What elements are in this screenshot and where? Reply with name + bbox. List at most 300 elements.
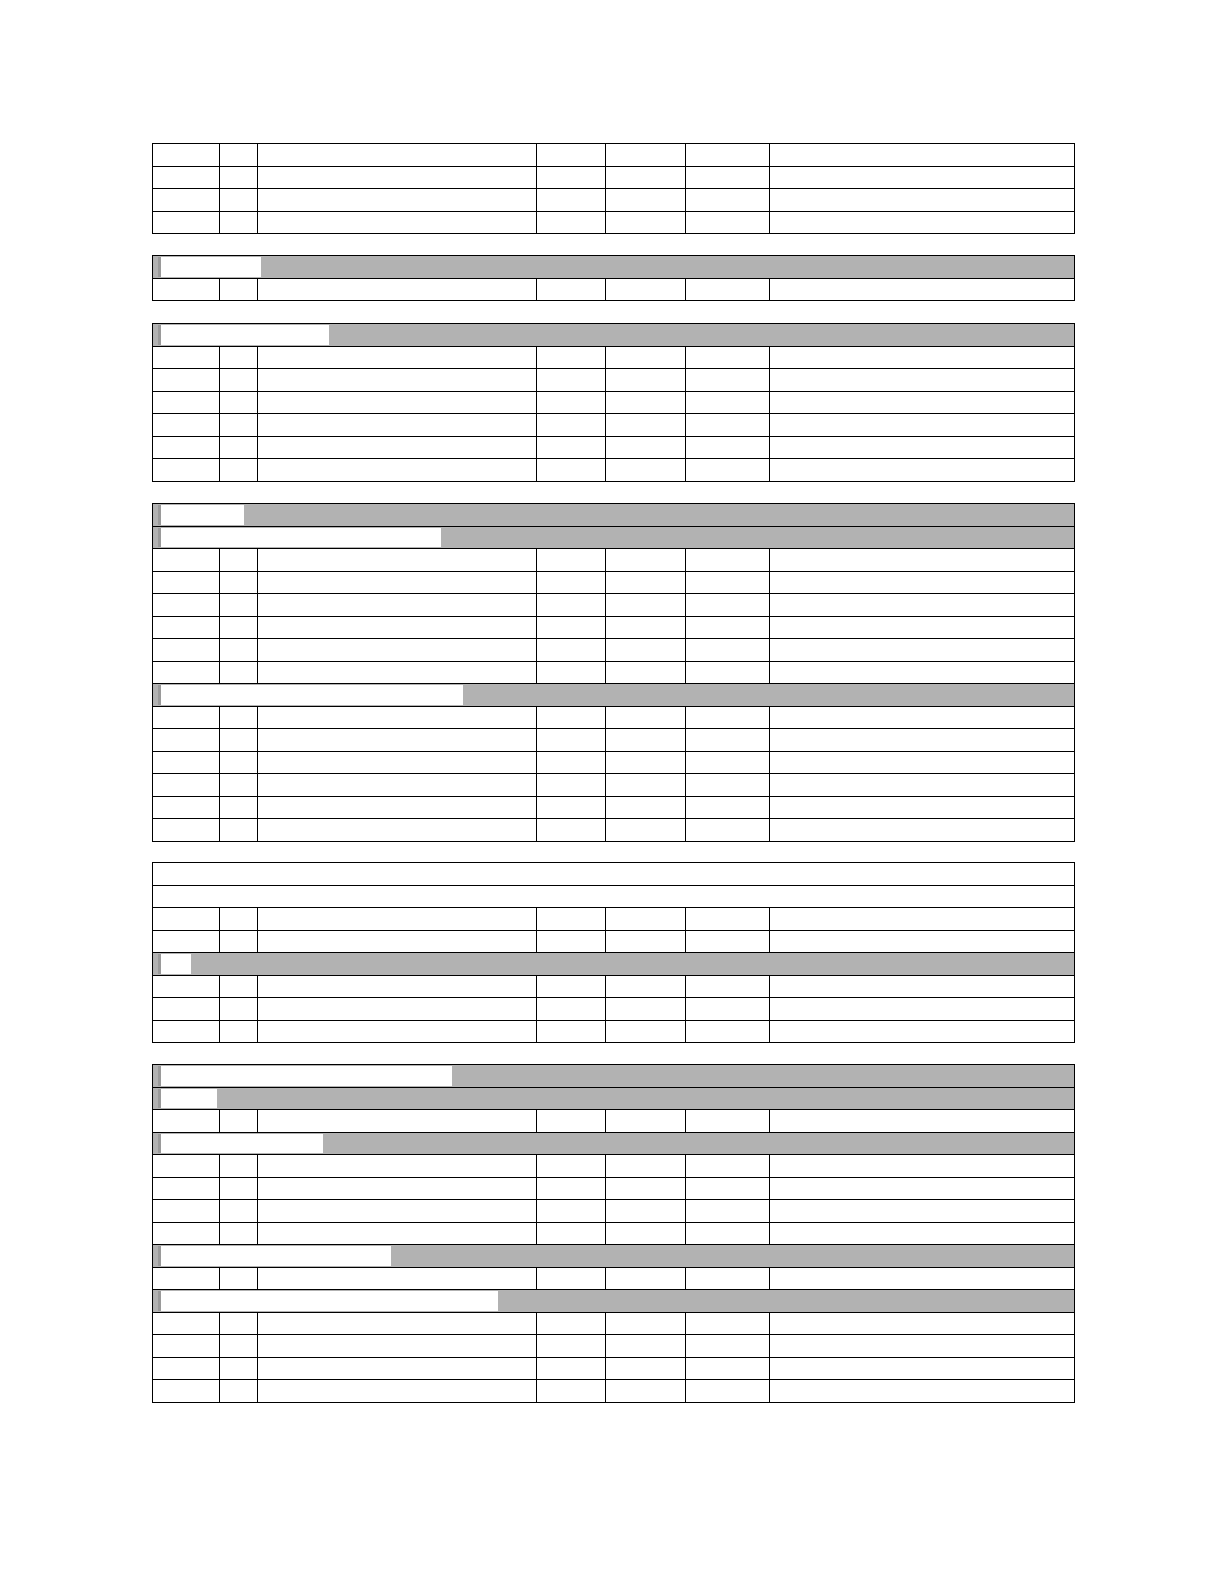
table-cell (686, 930, 770, 953)
section-header-label (158, 1246, 391, 1266)
table-cell (153, 1200, 220, 1223)
table-cell (537, 391, 606, 414)
table-cell (220, 369, 258, 392)
table-cell (220, 639, 258, 662)
section-header-label (158, 1291, 498, 1311)
table-cell (537, 1020, 606, 1043)
table-cell (606, 1155, 686, 1178)
table-row (153, 594, 1075, 617)
table-cell (770, 144, 1075, 167)
table-row (153, 639, 1075, 662)
table-cell (537, 1357, 606, 1380)
table-cell (537, 436, 606, 459)
table-cell (258, 571, 537, 594)
table-cell (220, 594, 258, 617)
table-cell (153, 278, 220, 301)
table-cell (770, 1110, 1075, 1133)
section-header-label (158, 954, 191, 974)
table-cell (537, 189, 606, 212)
table-row (153, 571, 1075, 594)
table-cell (686, 571, 770, 594)
table-cell (686, 278, 770, 301)
table-cell (686, 549, 770, 572)
table-cell (220, 706, 258, 729)
table-row (153, 1222, 1075, 1245)
table-row (153, 1312, 1075, 1335)
table-cell (258, 661, 537, 684)
table-row (153, 346, 1075, 369)
table-cell (153, 436, 220, 459)
table-cell (258, 616, 537, 639)
section-header-band (153, 256, 1075, 279)
table-row (153, 459, 1075, 482)
table-cell (606, 796, 686, 819)
table-cell (606, 571, 686, 594)
table-cell (606, 819, 686, 842)
table-cell (258, 369, 537, 392)
table-cell (606, 930, 686, 953)
table-cell (770, 1312, 1075, 1335)
table-cell (258, 975, 537, 998)
table-cell (153, 571, 220, 594)
section-header-label (158, 1066, 452, 1086)
table-cell (258, 819, 537, 842)
table-cell (153, 1357, 220, 1380)
table-cell (220, 166, 258, 189)
table-cell (220, 774, 258, 797)
table-row (153, 796, 1075, 819)
table-cell (770, 436, 1075, 459)
table-cell (153, 1155, 220, 1178)
table-cell (606, 751, 686, 774)
table-cell (770, 706, 1075, 729)
table-cell (153, 391, 220, 414)
table-cell (220, 144, 258, 167)
table-cell (220, 908, 258, 931)
blank-cell (153, 885, 1075, 908)
table-cell (770, 571, 1075, 594)
table-row (153, 751, 1075, 774)
table-cell (153, 930, 220, 953)
table-cell (153, 1020, 220, 1043)
section-header-band (153, 324, 1075, 347)
table-cell (537, 1380, 606, 1403)
table-cell (686, 1020, 770, 1043)
table-cell (770, 594, 1075, 617)
table-cell (537, 166, 606, 189)
table-row (153, 278, 1075, 301)
blank-row (153, 885, 1075, 908)
section-header-row (153, 324, 1075, 347)
table-cell (537, 211, 606, 234)
table-row (153, 1200, 1075, 1223)
form-table-5 (152, 862, 1075, 1043)
table-row (153, 729, 1075, 752)
table-cell (686, 391, 770, 414)
table-cell (770, 459, 1075, 482)
table-cell (770, 1222, 1075, 1245)
table-cell (686, 1110, 770, 1133)
table-cell (770, 1177, 1075, 1200)
table-cell (537, 594, 606, 617)
table-cell (686, 189, 770, 212)
table-cell (606, 1222, 686, 1245)
table-cell (153, 1222, 220, 1245)
table-cell (537, 414, 606, 437)
table-row (153, 166, 1075, 189)
table-cell (770, 1267, 1075, 1290)
form-table-3 (152, 323, 1075, 482)
table-cell (220, 459, 258, 482)
table-cell (537, 706, 606, 729)
table-row (153, 1335, 1075, 1358)
table-row (153, 1357, 1075, 1380)
table-cell (606, 774, 686, 797)
table-cell (258, 594, 537, 617)
table-row (153, 369, 1075, 392)
table-cell (220, 729, 258, 752)
table-cell (606, 436, 686, 459)
table-cell (220, 414, 258, 437)
table-cell (686, 1335, 770, 1358)
table-cell (537, 616, 606, 639)
table-cell (686, 1200, 770, 1223)
table-cell (537, 1335, 606, 1358)
table-cell (606, 1110, 686, 1133)
table-row (153, 774, 1075, 797)
table-cell (770, 549, 1075, 572)
table-cell (537, 908, 606, 931)
table-cell (686, 166, 770, 189)
table-cell (606, 639, 686, 662)
table-cell (606, 616, 686, 639)
table-cell (770, 414, 1075, 437)
table-cell (537, 639, 606, 662)
table-cell (258, 189, 537, 212)
table-cell (153, 166, 220, 189)
table-cell (686, 1177, 770, 1200)
table-cell (606, 346, 686, 369)
table-cell (220, 1200, 258, 1223)
table-cell (537, 369, 606, 392)
table-cell (686, 751, 770, 774)
section-header-band (153, 953, 1075, 976)
table-cell (258, 144, 537, 167)
table-cell (537, 1110, 606, 1133)
table-cell (770, 774, 1075, 797)
blank-row (153, 863, 1075, 886)
table-cell (606, 594, 686, 617)
table-cell (220, 1267, 258, 1290)
table-row (153, 211, 1075, 234)
table-cell (686, 908, 770, 931)
table-cell (537, 1200, 606, 1223)
table-row (153, 1267, 1075, 1290)
section-header-band (153, 1290, 1075, 1313)
table-cell (606, 414, 686, 437)
table-row (153, 706, 1075, 729)
table-cell (606, 211, 686, 234)
table-cell (537, 930, 606, 953)
table-cell (537, 1155, 606, 1178)
table-cell (220, 1177, 258, 1200)
table-cell (606, 1335, 686, 1358)
section-header-band (153, 526, 1075, 549)
table-cell (537, 1222, 606, 1245)
table-cell (686, 211, 770, 234)
table-cell (686, 1380, 770, 1403)
table-cell (258, 459, 537, 482)
form-table-1 (152, 143, 1075, 234)
table-cell (686, 1312, 770, 1335)
table-row (153, 436, 1075, 459)
table-row (153, 1177, 1075, 1200)
table-cell (153, 819, 220, 842)
table-cell (258, 1222, 537, 1245)
table-cell (220, 549, 258, 572)
table-cell (770, 189, 1075, 212)
table-cell (686, 998, 770, 1021)
table-cell (153, 908, 220, 931)
section-header-band (153, 1087, 1075, 1110)
table-cell (537, 796, 606, 819)
table-cell (220, 436, 258, 459)
table-cell (606, 706, 686, 729)
table-cell (258, 549, 537, 572)
table-cell (153, 1312, 220, 1335)
table-row (153, 908, 1075, 931)
table-row (153, 549, 1075, 572)
table-cell (770, 1155, 1075, 1178)
table-cell (770, 796, 1075, 819)
table-cell (606, 998, 686, 1021)
table-cell (153, 616, 220, 639)
table-cell (153, 1380, 220, 1403)
table-cell (220, 661, 258, 684)
section-header-band (153, 504, 1075, 527)
table-cell (153, 975, 220, 998)
table-cell (258, 774, 537, 797)
table-cell (258, 436, 537, 459)
table-cell (537, 346, 606, 369)
table-cell (686, 774, 770, 797)
section-header-row (153, 953, 1075, 976)
table-cell (770, 930, 1075, 953)
section-header-row (153, 1245, 1075, 1268)
table-cell (606, 1177, 686, 1200)
table-cell (606, 1357, 686, 1380)
section-header-row (153, 1065, 1075, 1088)
section-header-label (158, 257, 261, 277)
table-cell (258, 414, 537, 437)
table-cell (220, 616, 258, 639)
table-cell (220, 346, 258, 369)
table-cell (220, 1357, 258, 1380)
table-cell (537, 459, 606, 482)
table-cell (606, 908, 686, 931)
table-cell (686, 436, 770, 459)
table-cell (153, 751, 220, 774)
table-cell (153, 1267, 220, 1290)
table-cell (220, 571, 258, 594)
table-cell (258, 1267, 537, 1290)
table-cell (537, 774, 606, 797)
table-cell (153, 706, 220, 729)
table-row (153, 819, 1075, 842)
section-header-row (153, 504, 1075, 527)
table-cell (153, 549, 220, 572)
form-table-6 (152, 1064, 1075, 1403)
table-cell (153, 459, 220, 482)
table-cell (686, 144, 770, 167)
section-header-label (158, 1089, 217, 1109)
table-cell (258, 998, 537, 1021)
table-cell (153, 1110, 220, 1133)
section-header-label (158, 685, 463, 705)
table-cell (537, 144, 606, 167)
section-header-band (153, 684, 1075, 707)
table-cell (220, 819, 258, 842)
table-cell (770, 211, 1075, 234)
table-row (153, 144, 1075, 167)
table-cell (258, 391, 537, 414)
table-cell (537, 1312, 606, 1335)
table-cell (770, 369, 1075, 392)
table-cell (686, 729, 770, 752)
table-cell (606, 1267, 686, 1290)
table-cell (537, 819, 606, 842)
table-cell (537, 1177, 606, 1200)
table-cell (686, 346, 770, 369)
table-cell (220, 211, 258, 234)
table-cell (770, 729, 1075, 752)
table-cell (770, 278, 1075, 301)
table-cell (258, 1155, 537, 1178)
section-header-row (153, 1132, 1075, 1155)
table-cell (770, 1200, 1075, 1223)
table-cell (537, 549, 606, 572)
section-header-label (158, 505, 244, 525)
table-cell (686, 819, 770, 842)
table-cell (770, 346, 1075, 369)
section-header-label (158, 1134, 323, 1154)
table-cell (220, 1380, 258, 1403)
table-cell (606, 1020, 686, 1043)
table-cell (537, 1267, 606, 1290)
table-row (153, 414, 1075, 437)
table-cell (686, 594, 770, 617)
table-cell (153, 796, 220, 819)
table-cell (537, 661, 606, 684)
table-cell (686, 1155, 770, 1178)
table-cell (537, 998, 606, 1021)
table-cell (258, 278, 537, 301)
table-cell (258, 166, 537, 189)
table-cell (606, 975, 686, 998)
table-cell (258, 1200, 537, 1223)
form-table-4 (152, 503, 1075, 842)
table-cell (606, 144, 686, 167)
table-cell (686, 661, 770, 684)
table-cell (770, 1335, 1075, 1358)
table-cell (220, 796, 258, 819)
table-cell (686, 706, 770, 729)
table-cell (770, 166, 1075, 189)
table-cell (153, 594, 220, 617)
section-header-label (158, 528, 441, 548)
table-cell (606, 189, 686, 212)
table-cell (153, 369, 220, 392)
table-cell (220, 751, 258, 774)
table-cell (153, 144, 220, 167)
table-cell (220, 1222, 258, 1245)
table-cell (770, 819, 1075, 842)
table-cell (606, 729, 686, 752)
table-cell (220, 1155, 258, 1178)
table-row (153, 975, 1075, 998)
table-cell (258, 1110, 537, 1133)
table-cell (537, 571, 606, 594)
table-cell (258, 706, 537, 729)
table-cell (770, 639, 1075, 662)
table-cell (220, 1312, 258, 1335)
table-row (153, 661, 1075, 684)
table-row (153, 616, 1075, 639)
table-cell (686, 1267, 770, 1290)
table-cell (686, 459, 770, 482)
table-cell (220, 930, 258, 953)
table-cell (258, 729, 537, 752)
table-cell (686, 1222, 770, 1245)
table-cell (258, 1357, 537, 1380)
table-cell (220, 1110, 258, 1133)
table-cell (606, 1380, 686, 1403)
blank-cell (153, 863, 1075, 886)
table-row (153, 391, 1075, 414)
table-cell (153, 346, 220, 369)
table-cell (153, 189, 220, 212)
table-cell (606, 166, 686, 189)
table-cell (770, 391, 1075, 414)
table-cell (153, 774, 220, 797)
table-cell (258, 1020, 537, 1043)
table-cell (606, 549, 686, 572)
table-cell (686, 616, 770, 639)
table-row (153, 998, 1075, 1021)
table-cell (153, 414, 220, 437)
table-cell (537, 729, 606, 752)
table-cell (153, 639, 220, 662)
section-header-row (153, 1087, 1075, 1110)
table-cell (153, 661, 220, 684)
table-row (153, 1155, 1075, 1178)
table-cell (770, 661, 1075, 684)
table-cell (153, 998, 220, 1021)
table-cell (220, 975, 258, 998)
table-cell (606, 278, 686, 301)
table-cell (258, 1312, 537, 1335)
table-cell (686, 639, 770, 662)
table-cell (537, 751, 606, 774)
table-row (153, 1020, 1075, 1043)
table-cell (220, 278, 258, 301)
table-cell (606, 1312, 686, 1335)
section-header-row (153, 684, 1075, 707)
table-row (153, 930, 1075, 953)
table-row (153, 1110, 1075, 1133)
table-cell (258, 930, 537, 953)
section-header-band (153, 1065, 1075, 1088)
